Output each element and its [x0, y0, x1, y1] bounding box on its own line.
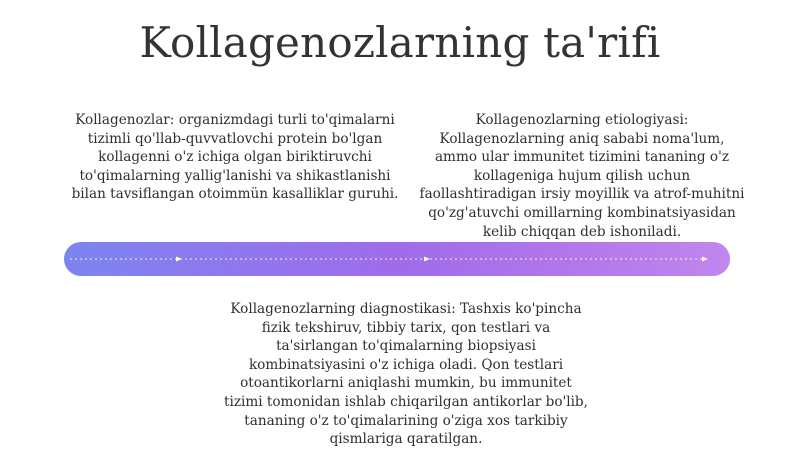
- timeline-arrows: [64, 242, 730, 276]
- etiology-text: Kollagenozlarning etiologiyasi: Kollagenozlarning aniq sababi noma'lum, ammo ular immunitet tizimini tananing o'z kollageniga hujum qilish uchun faollashtiradigan irsiy moyillik va atrof-muhitni qo'zg'atuvchi omillarning kombinatsiyasidan kelib chiqqan deb ishoniladi.: [419, 112, 745, 240]
- arrow-right-icon: [702, 257, 708, 262]
- slide-title: Kollagenozlarning ta'rifi: [139, 18, 661, 67]
- timeline-bar: [64, 242, 730, 276]
- arrow-right-icon: [176, 257, 182, 262]
- diagnostics-text: Kollagenozlarning diagnostikasi: Tashxis ko'pincha fizik tekshiruv, tibbiy tarix, qon testlari va ta'sirlangan to'qimalarning biopsiyasi kombinatsiyasini o'z ichiga oladi. Qon testlari otoantikorlarni aniqlashi mumkin, bu immunitet tizimi tomonidan ishlab chiqarilgan antikorlar bo'lib, tananing o'z to'qimalarining o'ziga xos tarkibiy qismlariga qaratilgan.: [224, 301, 588, 448]
- arrow-right-icon: [424, 257, 430, 262]
- definition-text: Kollagenozlar: organizmdagi turli to'qimalarni tizimli qo'llab-quvvatlovchi protein bo'lgan kollagenni o'z ichiga olgan biriktiruvchi to'qimalarning yallig'lanishi va shikastlanishi bilan tavsiflangan otoimmün kasalliklar guruhi.: [71, 112, 399, 203]
